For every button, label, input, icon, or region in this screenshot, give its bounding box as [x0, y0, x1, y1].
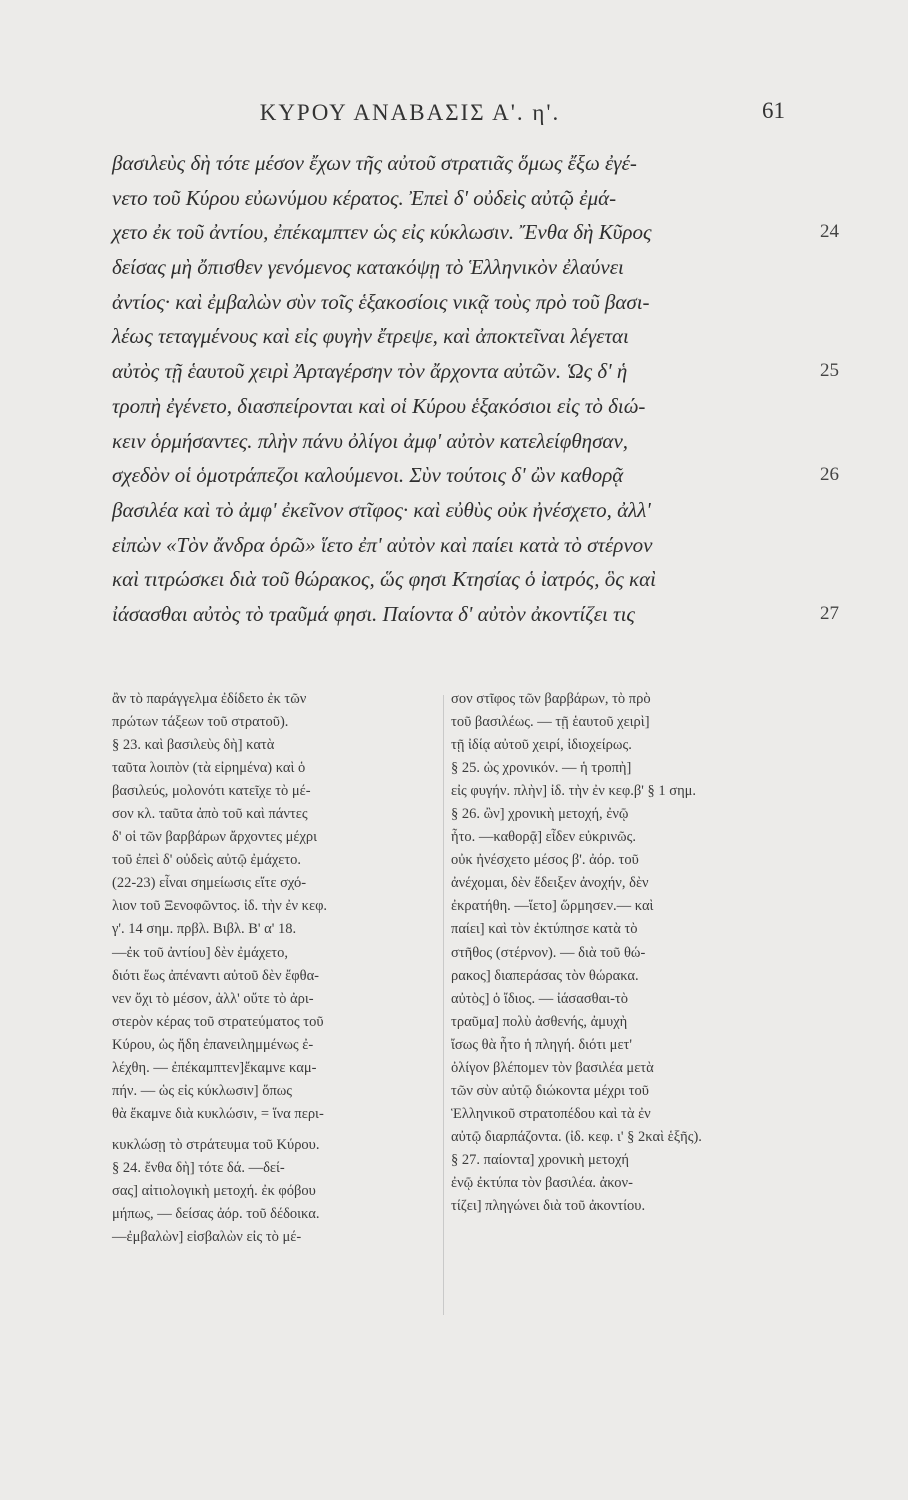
commentary-line: στερὸν κέρας τοῦ στρατεύματος τοῦ: [112, 1013, 324, 1030]
main-text-line-content: νετο τοῦ Κύρου εὐωνύμου κέρατος. Ἐπεὶ δ' οὐδεὶς αὐτῷ ἐμά-: [112, 185, 617, 210]
commentary-left-column: [112, 688, 442, 1249]
commentary-line: δ' οἱ τῶν βαρβάρων ἄρχοντες μέχρι: [112, 829, 318, 846]
commentary-line: σας] αἰτιολογικὴ μετοχή. ἐκ φόβου: [112, 1183, 316, 1200]
commentary-line: οὐκ ἠνέσχετο μέσος β'. ἀόρ. τοῦ: [451, 852, 639, 869]
commentary-line: κυκλώσῃ τὸ στράτευμα τοῦ Κύρου.: [112, 1136, 320, 1153]
commentary-line: αὐτῷ διαρπάζοντα. (ἰδ. κεφ. ι' § 2: [451, 1128, 646, 1145]
main-text-line-content: χετο ἐκ τοῦ ἀντίου, ἐπέκαμπτεν ὡς εἰς κύκλωσιν. Ἔνθα δὴ Κῦρος: [112, 220, 652, 245]
main-text-line: [112, 250, 812, 285]
commentary-line: γ'. 14 σημ. πρβλ. Βιβλ. Β' α' 18.: [112, 921, 297, 938]
commentary-line: Κύρου, ὡς ἤδη ἐπανειλημμένως ἐ-: [112, 1036, 314, 1053]
commentary-line: καὶ ἑξῆς).: [645, 1128, 702, 1145]
commentary-line: § 24. ἔνθα δὴ] τότε δά. —δεί-: [112, 1159, 285, 1176]
commentary-line: τοῦ ἐπεὶ δ' οὐδεὶς αὐτῷ ἐμάχετο.: [112, 852, 302, 869]
commentary-line: ἐκρατήθη. —ἵετο] ὥρμησεν.— καὶ: [451, 898, 654, 915]
commentary-line: § 26. ὢν] χρονικὴ μετοχή, ἐνῷ: [451, 806, 629, 823]
running-header-title: ΚΥΡΟΥ ΑΝΑΒΑΣΙΣ Α'. η'.: [259, 100, 561, 125]
main-text-line: [112, 458, 839, 493]
commentary-line: βασιλεύς, μολονότι κατεῖχε τὸ μέ-: [112, 783, 311, 800]
main-text-line: [112, 493, 812, 528]
main-text-line: [112, 597, 839, 632]
commentary-line: —ἐμβαλὼν] εἰσβαλὼν εἰς τὸ μέ-: [112, 1229, 302, 1246]
main-text-line-content: ἀντίος· καὶ ἐμβαλὼν σὺν τοῖς ἑξακοσίοις νικᾷ τοὺς πρὸ τοῦ βασι-: [112, 289, 650, 314]
commentary-line: αὐτὸς] ὁ ἴδιος. — ἰάσασθαι-τὸ: [451, 990, 629, 1007]
commentary-line: β' § 1 σημ.: [633, 783, 697, 800]
commentary-line: —ἐκ τοῦ ἀντίου] δὲν ἐμάχετο,: [112, 944, 288, 961]
main-text-line-content: λέως τεταγμένους καὶ εἰς φυγὴν ἔτρεψε, καὶ ἀποκτεῖναι λέγεται: [112, 324, 629, 349]
main-text-line-content: κειν ὁρμήσαντες. πλὴν πάνυ ὀλίγοι ἀμφ' αὐτὸν κατελείφθησαν,: [112, 428, 629, 453]
commentary-line: τραῦμα] πολὺ ἀσθενής, ἀμυχὴ: [451, 1013, 628, 1030]
commentary-line: τῶν σὺν αὐτῷ διώκοντα μέχρι τοῦ: [451, 1082, 649, 1099]
main-text-line: [112, 528, 812, 563]
main-text-line: [112, 354, 839, 389]
main-text-line-content: βασιλεὺς δὴ τότε μέσον ἔχων τῆς αὐτοῦ στρατιᾶς ὅμως ἔξω ἐγέ-: [112, 151, 637, 175]
commentary-line: θὰ ἔκαμνε διὰ κυκλώσιν, = ἵνα περι-: [112, 1105, 324, 1122]
commentary-line: Ἑλληνικοῦ στρατοπέδου καὶ τὰ ἐν: [451, 1105, 651, 1122]
commentary-line: ταῦτα λοιπὸν (τὰ εἰρημένα) καὶ ὁ: [112, 760, 306, 777]
commentary-line: τοῦ βασιλέως. — τῇ ἑαυτοῦ χειρὶ]: [451, 714, 650, 731]
main-text-line-content: εἰπὼν «Τὸν ἄνδρα ὁρῶ» ἵετο ἐπ' αὐτὸν καὶ παίει κατὰ τὸ στέρνον: [112, 532, 653, 557]
main-text-line-content: τροπὴ ἐγένετο, διασπείρονται καὶ οἱ Κύρου ἑξακόσιοι εἰς τὸ διώ-: [112, 393, 646, 418]
commentary-line: λιον τοῦ Ξενοφῶντος. ἰδ. τὴν ἐν κεφ.: [112, 898, 328, 915]
main-text-line-content: καὶ τιτρώσκει διὰ τοῦ θώρακος, ὥς φησι Κτησίας ὁ ἰατρός, ὃς καὶ: [112, 567, 656, 592]
commentary-line: ἀνέχομαι, δὲν ἔδειξεν ἀνοχήν, δὲν: [451, 875, 649, 892]
commentary-right-column: [451, 688, 781, 1218]
commentary-line: τίζει] πληγώνει διὰ τοῦ ἀκοντίου.: [451, 1198, 646, 1215]
commentary-line: μήπως, — δείσας ἀόρ. τοῦ δέδοικα.: [112, 1206, 320, 1223]
commentary-line: σον στῖφος τῶν βαρβάρων, τὸ πρὸ: [451, 691, 651, 707]
section-number: 25: [820, 360, 839, 382]
commentary-line: λέχθη. — ἐπέκαμπτεν]ἔκαμνε καμ-: [112, 1059, 317, 1076]
main-text-line-content: αὐτὸς τῇ ἑαυτοῦ χειρὶ Ἀρταγέρσην τὸν ἄρχοντα αὐτῶν. Ὡς δ' ἡ: [112, 359, 628, 384]
main-text-line: [112, 146, 812, 181]
column-divider: [443, 695, 444, 1315]
commentary-line: § 25. ὡς χρονικόν. — ἡ τροπὴ]: [451, 760, 632, 777]
main-text-line-content: σχεδὸν οἱ ὁμοτράπεζοι καλούμενοι. Σὺν τούτοις δ' ὢν καθορᾷ: [112, 463, 624, 488]
main-text-line: [112, 424, 812, 459]
main-greek-text: [112, 146, 839, 632]
commentary-line: πήν. — ὡς εἰς κύκλωσιν] ὅπως: [112, 1082, 293, 1099]
commentary-line: ἴσως θὰ ἦτο ἡ πληγή. διότι μετ': [451, 1036, 632, 1053]
commentary-line: νεν ὄχι τὸ μέσον, ἀλλ' οὔτε τὸ ἀρι-: [112, 990, 314, 1007]
commentary-line: ἂν τὸ παράγγελμα ἐδίδετο ἐκ τῶν: [112, 691, 307, 707]
commentary-line: § 23. καὶ βασιλεὺς δὴ] κατὰ: [112, 737, 275, 754]
section-number: 26: [820, 464, 839, 486]
main-text-line-content: ἰάσασθαι αὐτὸς τὸ τραῦμά φησι. Παίοντα δ' αὐτὸν ἀκοντίζει τις: [112, 601, 635, 626]
page-number: 61: [762, 98, 785, 123]
main-text-line: [112, 285, 812, 320]
section-number: 27: [820, 602, 839, 624]
commentary-line: στῆθος (στέρνον). — διὰ τοῦ θώ-: [451, 944, 646, 961]
commentary-line: παίει] καὶ τὸν ἐκτύπησε κατὰ τὸ: [451, 921, 638, 938]
commentary-line: σον κλ. ταῦτα ἀπὸ τοῦ καὶ πάντες: [112, 806, 308, 823]
section-number: 24: [820, 221, 839, 243]
commentary-line: εἰς φυγήν. πλὴν] ἰδ. τὴν ἐν κεφ.: [451, 783, 634, 800]
main-text-line-content: δείσας μὴ ὄπισθεν γενόμενος κατακόψῃ τὸ Ἑλληνικὸν ἐλαύνει: [112, 255, 624, 280]
commentary-line: τῇ ἰδίᾳ αὐτοῦ χειρί, ἰδιοχείρως.: [451, 737, 632, 754]
main-text-line: [112, 319, 812, 354]
commentary-line: (22-23) εἶναι σημείωσις εἴτε σχό-: [112, 875, 307, 892]
commentary-line: διότι ἕως ἀπέναντι αὐτοῦ δὲν ἔφθα-: [112, 967, 319, 984]
main-text-line: [112, 181, 812, 216]
commentary-line: ἦτο. —καθορᾷ] εἶδεν εὐκρινῶς.: [451, 829, 636, 846]
commentary-line: ρακος] διαπεράσας τὸν θώρακα.: [451, 967, 639, 984]
main-text-line-content: βασιλέα καὶ τὸ ἀμφ' ἐκεῖνον στῖφος· καὶ εὐθὺς οὐκ ἠνέσχετο, ἀλλ': [112, 497, 651, 522]
main-text-line: [112, 562, 812, 597]
main-text-line: [112, 215, 839, 250]
commentary-line: πρώτων τάξεων τοῦ στρατοῦ).: [112, 714, 289, 731]
main-text-line: [112, 389, 812, 424]
commentary-line: ἐνῷ ἐκτύπα τὸν βασιλέα. ἀκον-: [451, 1174, 633, 1191]
commentary-line: ὀλίγον βλέπομεν τὸν βασιλέα μετὰ: [451, 1059, 654, 1076]
commentary-line: § 27. παίοντα] χρονικὴ μετοχή: [451, 1151, 629, 1168]
